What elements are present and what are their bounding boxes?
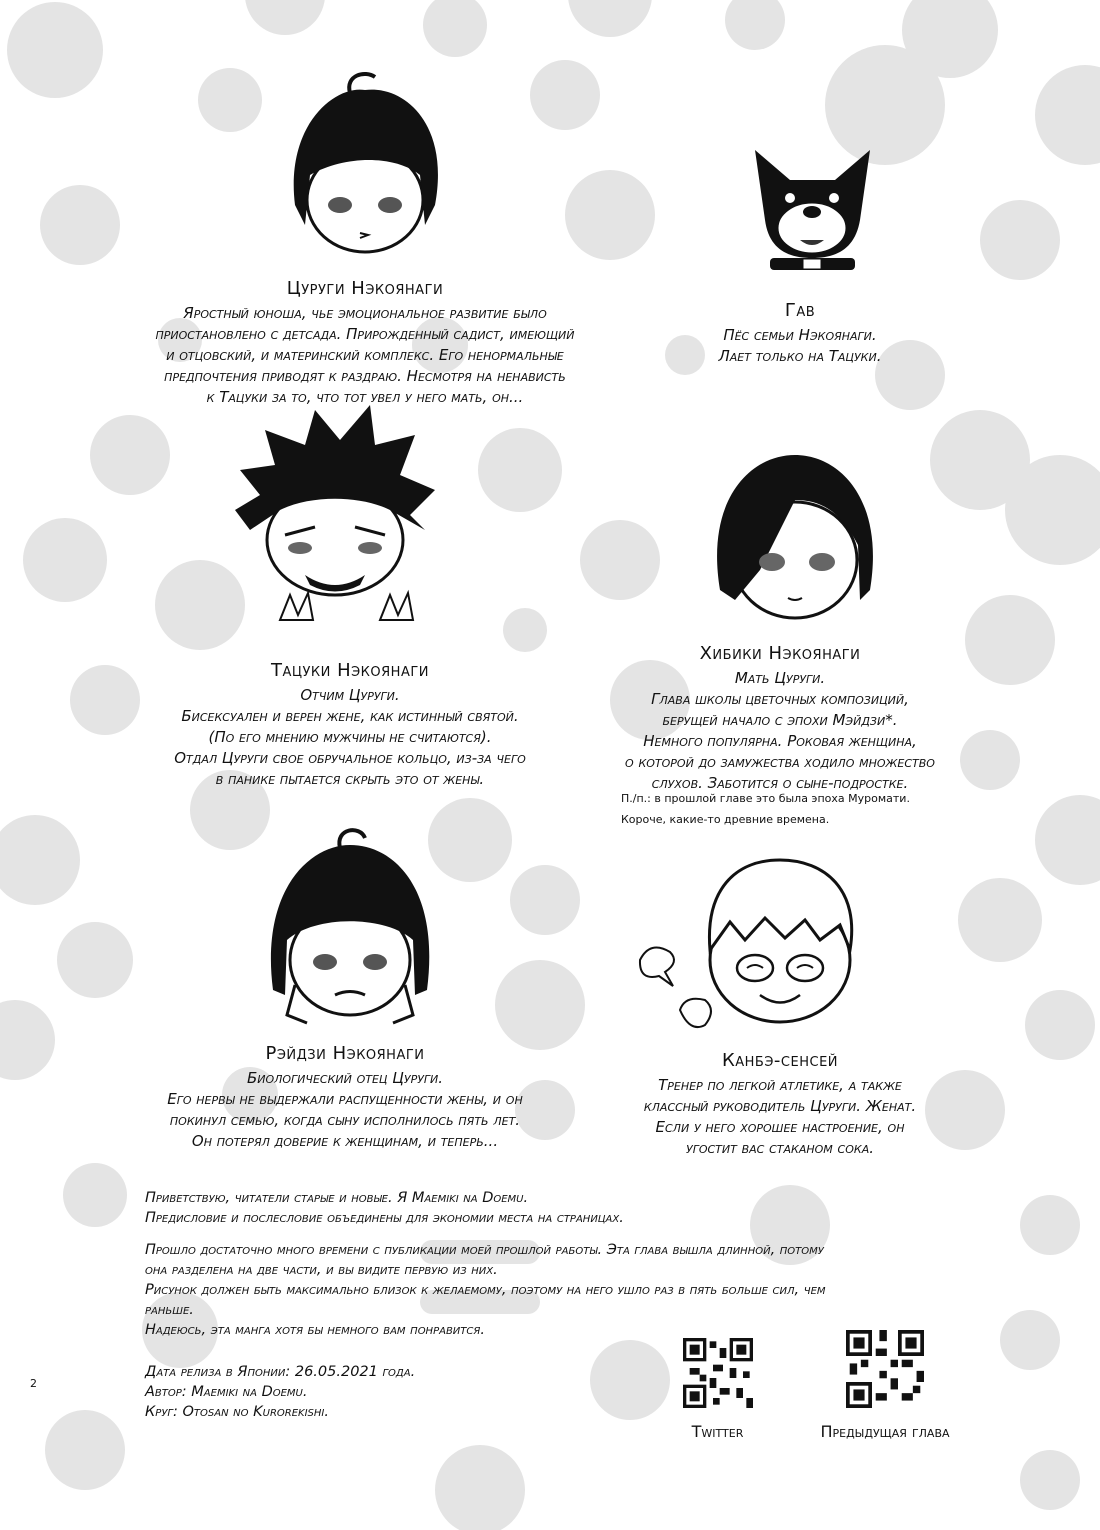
tatsuki-portrait [220, 400, 450, 640]
qr-label: Twitter [691, 1422, 744, 1441]
character-hibiki [600, 643, 960, 794]
qr-previous-chapter[interactable] [805, 1330, 965, 1441]
afterword-greeting: Приветствую, читатели старые и новые. Я Maemiki na Doemu. Предисловие и послесловие объединены для экономии места на страницах. [145, 1190, 624, 1226]
reiji-portrait [255, 820, 445, 1030]
afterword-body: Прошло достаточно много времени с публикации моей прошлой работы. Эта глава вышла длинной, потому она разделена на две части, и вы видите первую из них. Рисунок должен быть максимально близок к желаемому, поэтому на него ушло раз в пять больше сил, чем раньше. Надеюсь, эта манга хотя бы немного вам понравится. [145, 1242, 826, 1338]
gav-portrait [745, 140, 880, 275]
tsurugi-portrait [275, 65, 455, 265]
character-description: Отчим Цуруги. Бисексуален и верен жене, как истинный святой. (По его мнению мужчины не считаются). Отдал Цуруги свое обручальное кольцо, из-за чего в панике пытается скрыть это от жены. [174, 686, 526, 788]
character-description: Мать Цуруги. Глава школы цветочных композиций, берущей начало с эпохи Мэйдзи*. Немного популярна. Роковая женщина, о которой до замужества ходило множество слухов. Заботится о сыне-подростке. [625, 669, 935, 792]
character-name: Хибики Нэкоянаги [699, 643, 861, 664]
page-number: 2 [30, 1377, 37, 1390]
character-description: Биологический отец Цуруги. Его нервы не выдержали распущенности жены, и он покинул семью, когда сыну исполнилось пять лет. Он потерял доверие к женщинам, и теперь... [167, 1069, 523, 1150]
character-name: Цуруги Нэкоянаги [286, 278, 444, 299]
character-tsurugi [130, 278, 600, 408]
character-name: Тацуки Нэкоянаги [270, 660, 429, 681]
kanbe-portrait [635, 850, 885, 1040]
translator-note: П./п.: в прошлой главе это была эпоха Муромати. Короче, какие-то древние времена. [621, 792, 910, 826]
hibiki-portrait [700, 440, 890, 630]
qr-twitter[interactable] [670, 1338, 765, 1441]
qr-code-icon [846, 1330, 924, 1408]
character-description: Тренер по легкой атлетике, а также классный руководитель Цуруги. Женат. Если у него хорошее настроение, он угостит вас стаканом сока. [643, 1076, 917, 1157]
character-description: Яростный юноша, чье эмоциональное развитие было приостановлено с детсада. Прирожденный садист, имеющий и отцовский, и материнский комплекс. Его ненормальные предпочтения приводят к раздраю. Несмотря на ненависть к Тацуки за то, что тот увел у него мать, он... [155, 304, 575, 406]
character-reiji [130, 1043, 560, 1152]
release-info: Дата релиза в Японии: 26.05.2021 года. Автор: Maemiki na Doemu. Круг: Otosan no Kurorekishi. [145, 1364, 416, 1420]
qr-code-icon [683, 1338, 753, 1408]
character-name: Канбэ-сенсей [721, 1050, 839, 1071]
character-kanbe [610, 1050, 950, 1159]
character-description: Пёс семьи Нэкоянаги. Лает только на Тацуки. [718, 326, 882, 365]
qr-label: Предыдущая глава [820, 1422, 950, 1441]
character-tatsuki [130, 660, 570, 790]
character-name: Рэйдзи Нэкоянаги [265, 1043, 425, 1064]
character-gav [680, 300, 920, 367]
character-name: Гав [784, 300, 816, 321]
